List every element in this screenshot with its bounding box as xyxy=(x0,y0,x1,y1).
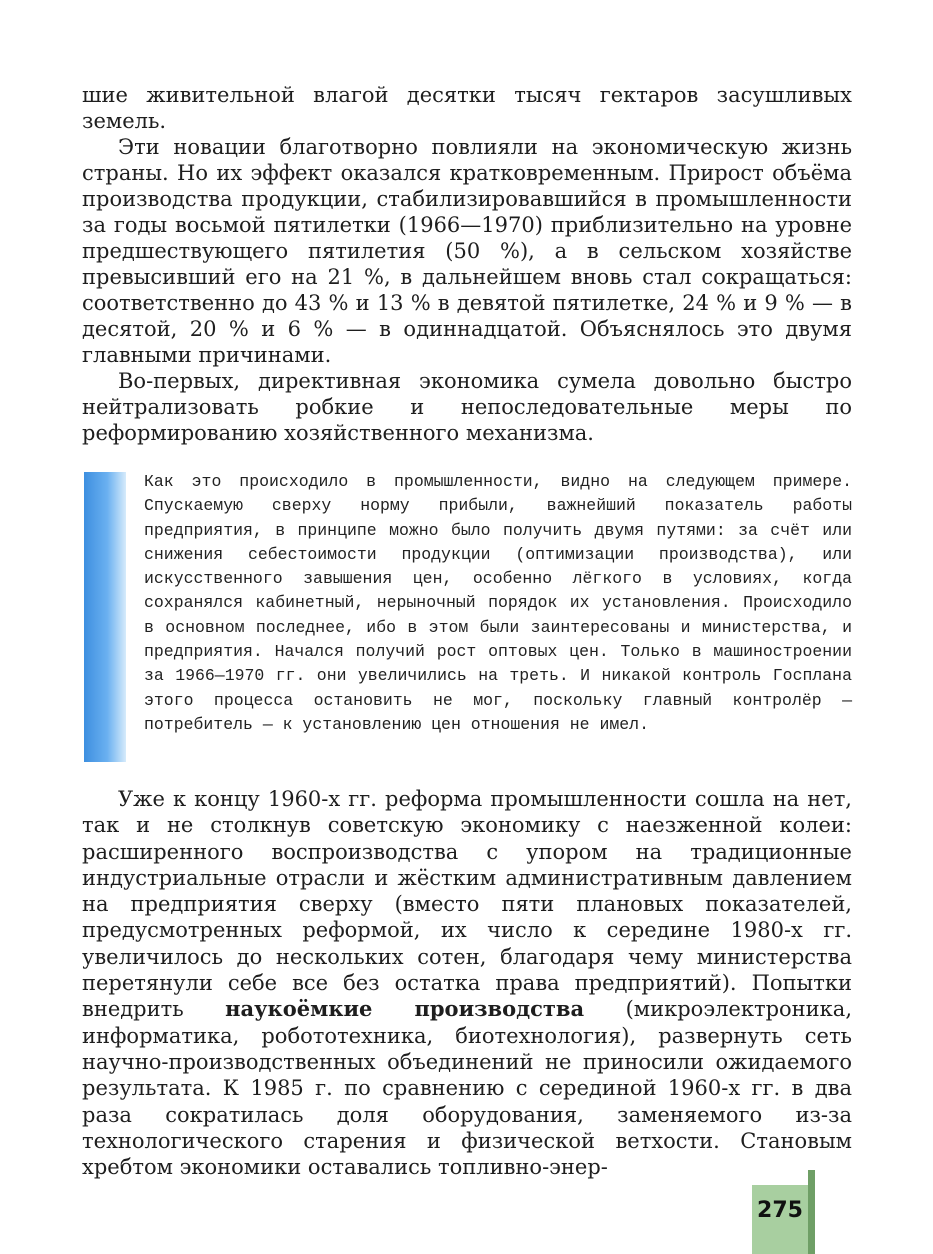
paragraph-continuation: шие живительной влагой десятки тысяч гектаров засушливых земель. xyxy=(82,83,852,133)
paragraph-innovations-effect: Эти новации благотворно повлияли на экономическую жизнь страны. Но их эффект оказался кратковременным. Прирост объёма производства продукции, стабилизировавшийся в промышленности за годы восьмой пятилетки (1966—1970) приблизительно на уровне предшествующего пятилетия (50 %), а в сельском хозяйстве превысивший его на 21 %, в дальнейшем вновь стал сокращаться: соответственно до 43 % и 13 % в девятой пятилетке, 24 % и 9 % — в десятой, 20 % и 6 % — в одиннадцатой. Объяснялось это двумя главными причинами. xyxy=(82,135,852,367)
sidebar-example-text: Как это происходило в промышленности, видно на следующем примере. Спускаемую сверху норму прибыли, важнейший показатель работы предприятия, в принципе можно было получить двумя путями: за счёт или снижения себестоимости продукции (оптимизации производства), или искусственного завышения цен, особенно лёгкого в условиях, когда сохранялся кабинетный, нерыночный порядок их установления. Происходило в основном последнее, ибо в этом были заинтересованы и министерства, и предприятия. Начался получий рост оптовых цен. Только в машиностроении за 1966—1970 гг. они увеличились на треть. И никакой контроль Госплана этого процесса остановить не мог, поскольку главный контролёр — потребитель — к установлению цен отношения не имел. xyxy=(144,472,852,734)
page-number: 275 xyxy=(757,1198,803,1223)
page-edge-stripe xyxy=(808,1170,815,1254)
sidebar-accent-bar xyxy=(84,472,126,762)
paragraph-reform-failure: Уже к концу 1960-х гг. реформа промышленности сошла на нет, так и не столкнув советскую экономику с наезженной колеи: расширенного воспроизводства с упором на традиционные индустриальные отрасли и жёстким административным давлением на предприятия сверху (вместо пяти плановых показателей, предусмотренных реформой, их число к середине 1980-х гг. увеличилось до нескольких сотен, благодаря чему министерства перетянули себе все без остатка права предприятий). Попытки внедрить наукоёмкие производства (микроэлектроника, информатика, робототехника, биотехнология), развернуть сеть научно-производственных объединений не приносили ожидаемого результата. К 1985 г. по сравнению с серединой 1960-х гг. в два раза сократилась доля оборудования, заменяемого из-за технологического старения и физической ветхости. Становым хребтом экономики оставались топливно-энер- xyxy=(82,787,852,1180)
key-term-science-intensive: наукоёмкие производства xyxy=(225,996,585,1022)
paragraph-first-reason: Во-первых, директивная экономика сумела довольно быстро нейтрализовать робкие и непоследовательные меры по реформированию хозяйственного механизма. xyxy=(82,369,852,445)
